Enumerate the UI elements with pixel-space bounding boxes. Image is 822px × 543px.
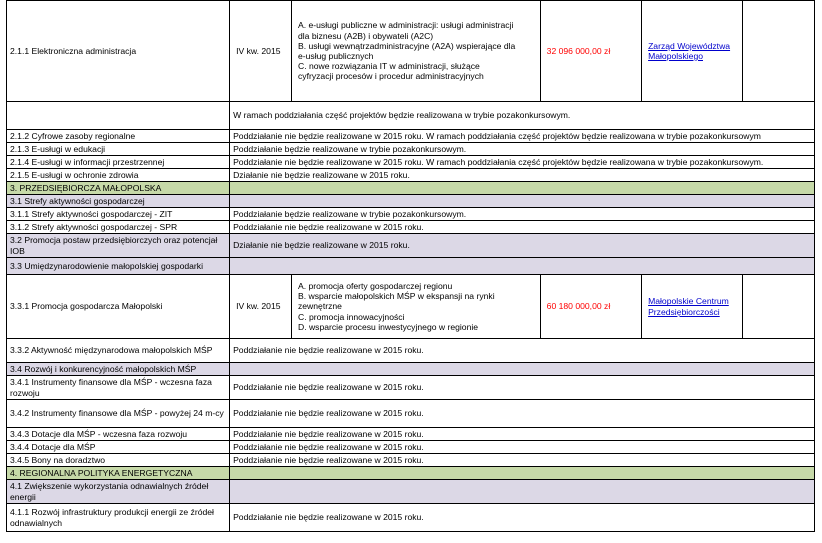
- table-row-2-1-1: [7, 1, 815, 102]
- section-row-4: [7, 467, 815, 480]
- scope-line: e-usług publicznych: [297, 51, 374, 61]
- measure-note: Poddziałanie nie będzie realizowane w 2015 roku.: [230, 441, 815, 454]
- measure-code: 4.1.1 Rozwój infrastruktury produkcji energii ze źródeł odnawialnych: [7, 504, 230, 532]
- institution-link[interactable]: Zarząd Województwa Małopolskiego: [648, 40, 731, 61]
- measure-code: 2.1.2 Cyfrowe zasoby regionalne: [7, 130, 230, 143]
- document-page: [6, 0, 815, 540]
- table-row-3-3-1: [7, 275, 815, 339]
- measure-note: Działanie nie będzie realizowane w 2015 roku.: [230, 169, 815, 182]
- empty-cell: [230, 182, 815, 195]
- measure-note: Poddziałanie nie będzie realizowane w 2015 roku.: [230, 400, 815, 428]
- measure-note: Poddziałanie będzie realizowane w trybie pozakonkursowym.: [230, 143, 815, 156]
- empty-cell: [230, 467, 815, 480]
- measure-note: W ramach poddziałania część projektów będzie realizowana w trybie pozakonkursowym.: [230, 102, 815, 130]
- table-row-3-2: [7, 234, 815, 258]
- measure-note: Poddziałanie będzie realizowane w trybie pozakonkursowym.: [230, 208, 815, 221]
- measure-note: Poddziałanie nie będzie realizowane w 2015 roku. W ramach poddziałania część projektów będzie realizowana w trybie pozakonkursowym.: [230, 156, 815, 169]
- call-scope: [291, 275, 540, 339]
- section-row-3: [7, 182, 815, 195]
- section-title: 4. REGIONALNA POLITYKA ENERGETYCZNA: [7, 467, 230, 480]
- subsection-title: 3.1 Strefy aktywności gospodarczej: [7, 195, 230, 208]
- measure-code: 3.1.2 Strefy aktywności gospodarczej - SPR: [7, 221, 230, 234]
- table-row-2-1-3: [7, 143, 815, 156]
- table-row-3-1-2: [7, 221, 815, 234]
- scope-line: dla biznesu (A2B) i obywateli (A2C): [297, 30, 434, 41]
- measure-note: Poddziałanie nie będzie realizowane w 2015 roku. W ramach poddziałania część projektów będzie realizowana w trybie pozakonkursowym: [230, 130, 815, 143]
- scope-line: A. e-usługi publiczne w administracji: usługi administracji: [297, 20, 514, 31]
- measure-note: Poddziałanie nie będzie realizowane w 2015 roku.: [230, 376, 815, 400]
- allocation-amount: 32 096 000,00 zł: [540, 1, 641, 102]
- measure-note: Poddziałanie nie będzie realizowane w 2015 roku.: [230, 221, 815, 234]
- empty-cell: [7, 102, 230, 130]
- scope-line: B. wsparcie małopolskich MŚP w ekspansji na rynki: [297, 291, 495, 302]
- measure-code: 3.4.5 Bony na doradztwo: [7, 454, 230, 467]
- measure-code: 2.1.3 E-usługi w edukacji: [7, 143, 230, 156]
- table-row-3-4-1: [7, 376, 815, 400]
- empty-cell: [230, 363, 815, 376]
- scope-line: zewnętrzne: [297, 301, 342, 312]
- table-row-3-4-4: [7, 441, 815, 454]
- measures-table: [6, 0, 815, 532]
- measure-code: 2.1.4 E-usługi w informacji przestrzennej: [7, 156, 230, 169]
- empty-cell: [230, 195, 815, 208]
- subsection-row-3-4: [7, 363, 815, 376]
- measure-code: 3.3.1 Promocja gospodarcza Małopolski: [7, 275, 230, 339]
- call-scope: [291, 1, 540, 102]
- scope-line: D. wsparcie procesu inwestycyjnego w regionie: [297, 321, 479, 332]
- measure-code: 3.4.3 Dotacje dla MŚP - wczesna faza rozwoju: [7, 428, 230, 441]
- table-row-2-1-5: [7, 169, 815, 182]
- subsection-row-4-1: [7, 480, 815, 504]
- subsection-title: 4.1 Zwiększenie wykorzystania odnawialnych źródeł energii: [7, 480, 230, 504]
- scope-line: C. promocja innowacyjności: [297, 311, 405, 322]
- allocation-amount: 60 180 000,00 zł: [540, 275, 641, 339]
- measure-code: 3.4.1 Instrumenty finansowe dla MŚP - wczesna faza rozwoju: [7, 376, 230, 400]
- call-date: IV kw. 2015: [230, 1, 292, 102]
- section-title: 3. PRZEDSIĘBIORCZA MAŁOPOLSKA: [7, 182, 230, 195]
- call-date: IV kw. 2015: [230, 275, 292, 339]
- table-row-3-3-2: [7, 339, 815, 363]
- table-row-4-1-1: [7, 504, 815, 532]
- empty-cell: [230, 258, 815, 275]
- table-row-3-4-2: [7, 400, 815, 428]
- measure-note: Poddziałanie nie będzie realizowane w 2015 roku.: [230, 504, 815, 532]
- scope-line: B. usługi wewnątrzadministracyjne (A2A) wspierające dla: [297, 40, 516, 51]
- measure-note: Poddziałanie nie będzie realizowane w 2015 roku.: [230, 454, 815, 467]
- table-row-2-1-1-note: [7, 102, 815, 130]
- measure-code: 2.1.1 Elektroniczna administracja: [7, 1, 230, 102]
- measure-note: Poddziałanie nie będzie realizowane w 2015 roku.: [230, 428, 815, 441]
- measure-code: 2.1.5 E-usługi w ochronie zdrowia: [7, 169, 230, 182]
- measure-note: Poddziałanie nie będzie realizowane w 2015 roku.: [230, 339, 815, 363]
- institution-link[interactable]: Małopolskie Centrum Przedsiębiorczości: [648, 296, 729, 317]
- measure-code: 3.4.2 Instrumenty finansowe dla MŚP - powyżej 24 m-cy: [7, 400, 230, 428]
- table-row-3-1-1: [7, 208, 815, 221]
- table-row-2-1-2: [7, 130, 815, 143]
- scope-line: cyfryzacji procesów i procedur administracyjnych: [297, 71, 484, 82]
- empty-cell: [743, 1, 815, 102]
- measure-code: 3.4.4 Dotacje dla MŚP: [7, 441, 230, 454]
- scope-line: A. promocja oferty gospodarczej regionu: [297, 280, 453, 291]
- empty-cell: [230, 480, 815, 504]
- empty-cell: [743, 275, 815, 339]
- subsection-title: 3.3 Umiędzynarodowienie małopolskiej gospodarki: [7, 258, 230, 275]
- table-row-2-1-4: [7, 156, 815, 169]
- measure-code: 3.2 Promocja postaw przedsiębiorczych oraz potencjał IOB: [7, 234, 230, 258]
- measure-code: 3.1.1 Strefy aktywności gospodarczej - ZIT: [7, 208, 230, 221]
- subsection-row-3-3: [7, 258, 815, 275]
- scope-line: C. nowe rozwiązania IT w administracji, służące: [297, 61, 480, 72]
- table-row-3-4-3: [7, 428, 815, 441]
- subsection-row-3-1: [7, 195, 815, 208]
- subsection-title: 3.4 Rozwój i konkurencyjność małopolskich MŚP: [7, 363, 230, 376]
- table-row-3-4-5: [7, 454, 815, 467]
- measure-note: Działanie nie będzie realizowane w 2015 roku.: [230, 234, 815, 258]
- measure-code: 3.3.2 Aktywność międzynarodowa małopolskich MŚP: [7, 339, 230, 363]
